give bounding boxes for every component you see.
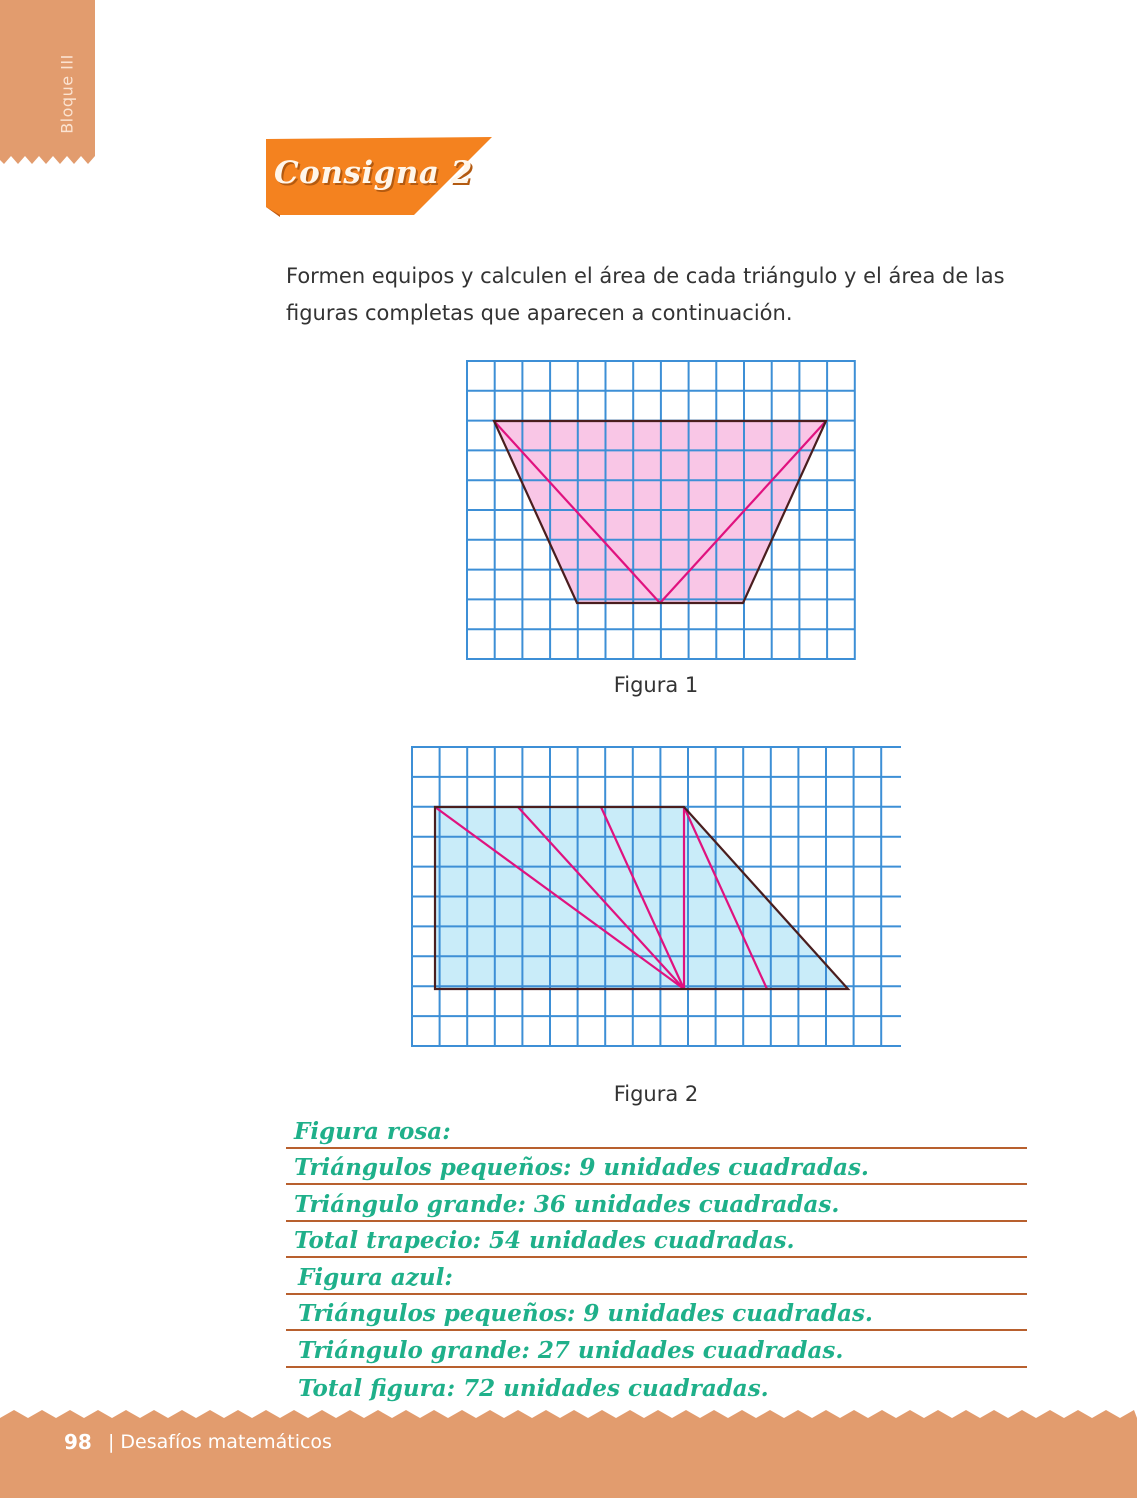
answer-line bbox=[286, 1331, 1027, 1368]
section-title: Consigna 2 bbox=[274, 155, 473, 191]
book-title: | Desafíos matemáticos bbox=[108, 1431, 332, 1453]
answer-text: Figura azul: bbox=[298, 1263, 453, 1291]
answer-text: Triángulos pequeños: 9 unidades cuadradas. bbox=[294, 1154, 869, 1181]
answer-text: Total trapecio: 54 unidades cuadradas. bbox=[294, 1227, 795, 1254]
answer-line bbox=[286, 1368, 1027, 1405]
page-number: 98 bbox=[64, 1430, 92, 1454]
figure-2-caption: Figura 2 bbox=[613, 1082, 699, 1106]
side-tab bbox=[0, 0, 95, 164]
answer-line bbox=[286, 1222, 1027, 1259]
figure-1-caption: Figura 1 bbox=[613, 673, 699, 697]
block-label: Bloque III bbox=[57, 54, 77, 134]
answer-text: Triángulo grande: 27 unidades cuadradas. bbox=[298, 1336, 844, 1364]
instructions-text: Formen equipos y calculen el área de cada triángulo y el área de las figuras completas que aparecen a continuación. bbox=[286, 264, 1005, 325]
answer-text: Total figura: 72 unidades cuadradas. bbox=[298, 1375, 769, 1402]
answer-text: Triángulo grande: 36 unidades cuadradas. bbox=[294, 1190, 840, 1218]
book-title-text: Desafíos matemáticos bbox=[120, 1431, 332, 1453]
answer-line bbox=[286, 1258, 1027, 1295]
figure-1 bbox=[466, 360, 856, 666]
answers-block bbox=[286, 1112, 1027, 1404]
answer-line bbox=[286, 1149, 1027, 1186]
answer-line bbox=[286, 1185, 1027, 1222]
page-footer bbox=[0, 1410, 1137, 1498]
answer-text: Figura rosa: bbox=[294, 1117, 451, 1145]
answer-line bbox=[286, 1295, 1027, 1332]
answer-line bbox=[286, 1112, 1027, 1149]
section-banner bbox=[264, 137, 494, 219]
answer-text: Triángulos pequeños: 9 unidades cuadradas. bbox=[298, 1300, 873, 1327]
figure-2 bbox=[411, 746, 903, 1053]
